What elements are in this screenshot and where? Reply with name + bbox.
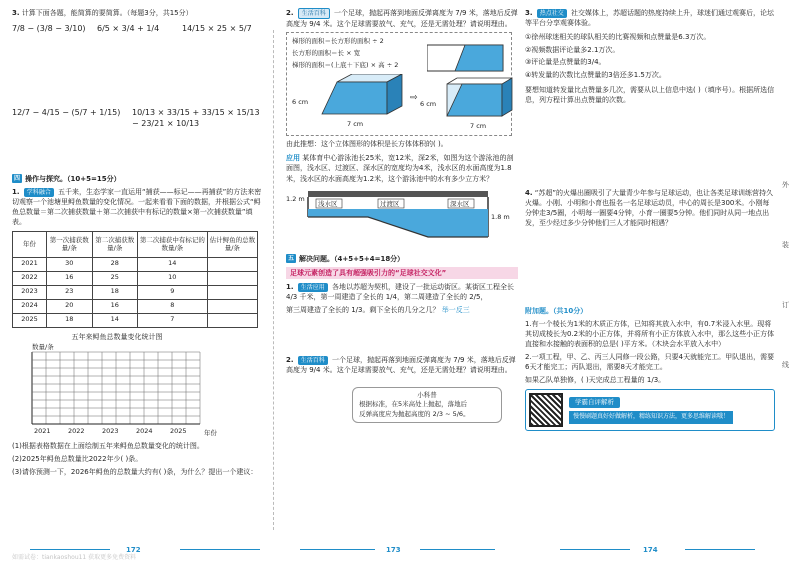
table-cell: 14: [92, 313, 138, 327]
page-173: [286, 8, 518, 423]
question-number: 4.: [525, 188, 533, 197]
section-4-header: [12, 174, 262, 184]
side-label: 线: [782, 361, 789, 370]
table-header: 估计鲟鱼的总数量/条: [207, 231, 257, 257]
question-ask: 要想知道转发量比点赞量多几次，需要从以上信息中选( )（填序号）。根据所选信息，列方程计算出点赞量的次数。: [525, 85, 775, 104]
pool-right-depth: 1.8 m: [491, 212, 510, 221]
expression: 10/13 × 33/15 + 33/15 × 15/13 − 23/21 × 10/13: [132, 107, 260, 129]
formula-lines: [292, 36, 417, 71]
chart-grid[interactable]: [12, 342, 252, 438]
extra-title: 附加题。（共10分）: [525, 306, 588, 315]
sub-question-2: (2)2025年鲟鱼总数量比2022年少( )条。: [12, 455, 143, 464]
table-cell: 18: [47, 313, 93, 327]
extra-question-2b: 如果乙队单独修，( )天完成总工程量的 1/3。: [525, 376, 666, 385]
trapezoid-figure: [427, 41, 507, 77]
page-divider: [273, 30, 274, 530]
question-number: 3.: [12, 9, 20, 17]
question-text: 各地以苏超为契机，建设了一批运动街区。某街区工程全长 4/3 千米，第一周建造了全长的 1/4，第二周建造了全长的 2/5，: [286, 283, 515, 302]
question-tag: 生活百科: [298, 8, 330, 19]
table-cell: 2023: [13, 285, 47, 299]
expression-row-1: [12, 21, 262, 35]
table-row: [13, 271, 258, 285]
question-text: 社交媒体上，苏超话题的热度持续上升，球迷们通过观赛后，论坛等平台分享观赛体验。: [525, 9, 775, 28]
x-tick-label: 2025: [170, 426, 187, 435]
page-number: 173: [386, 546, 401, 554]
table-cell: 30: [47, 257, 93, 271]
x-axis-ticks: [34, 427, 187, 435]
tip-text: 根据标准，在5米高处上抛起，落地后: [359, 400, 468, 409]
table-header: 第一次捕获数量/条: [47, 231, 93, 257]
figure-label: 6 cm: [420, 100, 437, 109]
watermark-text: 如需试卷：tiankaoshou11 获取更多免费资料: [12, 554, 137, 561]
sub-question-1: (1)根据表格数据在上面绘制五年来鲟鱼总数量变化的统计图。: [12, 441, 204, 450]
question-number: 1.: [12, 188, 20, 197]
question-text: “苏超”的火爆出圈吸引了大量青少年参与足球运动，也让各类足球训练营持久火爆。小刚、小明和小育也报名一名足球运动员，中心的周长是300米。小刚每分钟走3/5圈，小明每一圈要4分钟，小育一圈要5分钟。他们同时从同一地点出发，至少经过多少分钟他们三人才能同时相遇？: [525, 188, 774, 228]
line-chart: [12, 332, 262, 441]
table-cell-answer[interactable]: [207, 257, 257, 271]
apply-tag: 应用: [286, 154, 300, 163]
prism-figures: [292, 74, 514, 132]
table-row: [13, 285, 258, 299]
list-item: ④转发量的次数比点赞量的3倍还多1.5万次。: [525, 71, 666, 80]
table-row: [13, 313, 258, 327]
pool-left-depth: 1.2 m: [286, 194, 305, 203]
footer-rule: [685, 549, 755, 550]
question-tag: 热点社交: [537, 9, 567, 18]
question-text: 五千来，生态学家一直运用“捕获——标记——再捕获”的方法来密切观察一个池塘里鲟鱼数量的变化情况。一起来看看下面的数据，并根据公式“鲟鱼总数量＝第二次捕获数量＋第二次捕获中有标记的数量×第一次捕获数量”填表。: [12, 188, 262, 227]
question-1-road: [286, 282, 518, 302]
question-text: 一个足球，抛起再落到地面反弹离度为 7/9 米，落地后反弹高度为 9/4 米。这个足球需要放气、充气，还是无需处理？请说明理由。: [286, 9, 518, 28]
section-title: 操作与探究。（10+5=15分）: [25, 174, 121, 183]
apply-question: [286, 153, 518, 183]
table-cell: 7: [138, 313, 208, 327]
self-review-box: [525, 389, 775, 431]
table-cell: 20: [47, 299, 93, 313]
footer-rule: [300, 549, 375, 550]
side-label: 外: [782, 181, 789, 189]
table-cell: 10: [138, 271, 208, 285]
list-item: ①徐州球迷相关的球队相关的比赛视频和点赞量是6.3万次。: [525, 33, 711, 42]
table-cell: 9: [138, 285, 208, 299]
table-cell: 14: [138, 257, 208, 271]
table-cell-answer[interactable]: [207, 285, 257, 299]
side-label: 装: [782, 241, 789, 250]
question-number: 2.: [286, 9, 294, 17]
theme-banner: 足球元素创造了具有超强吸引力的“足球社交文化”: [286, 267, 518, 279]
question-tag: 生活应用: [298, 283, 328, 292]
question-line: 第三周建造了全长的 1/3。剩下全长的几分之几？: [286, 306, 440, 315]
note-title: 学霸自评解析: [569, 397, 620, 408]
chart-xlabel: 年份: [204, 428, 217, 437]
page-number: 174: [643, 546, 658, 554]
grid-lines: [32, 352, 200, 424]
list-item: ③评论量是点赞量的3/4。: [525, 58, 606, 67]
x-tick-label: 2023: [102, 426, 119, 435]
formula-line: 梯形的面积＝(上底＋下底) × 高 ÷ 2: [292, 60, 399, 69]
figure-label: 7 cm: [347, 120, 364, 129]
table-header-row: [13, 231, 258, 257]
table-cell: 16: [92, 299, 138, 313]
chart-ylabel: 数量/条: [32, 342, 54, 351]
question-tag: 生活百科: [298, 356, 328, 365]
table-cell: 16: [47, 271, 93, 285]
zone-label: 深水区: [450, 199, 470, 208]
question-number: 1.: [286, 283, 294, 292]
expression: 6/5 × 3/4 + 1/4: [97, 24, 160, 34]
table-header: 第二次捕获中有标记的数量/条: [138, 231, 208, 257]
fish-data-table: [12, 231, 258, 328]
expression: 12/7 − 4/15 − (5/7 + 1/15): [12, 107, 121, 117]
table-cell-answer[interactable]: [207, 271, 257, 285]
formula-diagram: [286, 32, 512, 136]
table-cell: 2024: [13, 299, 47, 313]
zone-label: 过渡区: [380, 199, 400, 208]
pool-diagram: [286, 187, 514, 247]
conclusion-text: 由此推想：这个立体图形的体积是长方体体积的( )。: [286, 140, 448, 149]
page-172: [12, 8, 262, 480]
tip-text: 反弹高度应为抛起高度的 2/3 ~ 5/6。: [359, 409, 470, 418]
page-174: [525, 8, 775, 431]
x-tick-label: 2024: [136, 426, 153, 435]
figure-label: 7 cm: [470, 122, 487, 131]
section-icon: 五: [287, 255, 294, 263]
footer-rule: [420, 549, 495, 550]
table-cell-answer[interactable]: [207, 313, 257, 327]
question-tag: 学科融合: [24, 188, 54, 197]
practice-link[interactable]: 举一反三: [441, 306, 470, 315]
expression: 14/15 × 25 × 5/7: [182, 24, 252, 34]
question-text: 计算下面各题，能简算的要简算。（每题3分，共15分）: [21, 9, 193, 17]
tip-title: 小科普: [417, 390, 437, 399]
expression-row-2: [12, 105, 262, 130]
formula-line: 梯形的面积＝长方形的面积 ÷ 2: [292, 37, 384, 46]
list-item: ②视频数据评论量多2.1万次。: [525, 45, 620, 54]
section-5-header: [286, 254, 518, 264]
arrow-icon: ⇨: [410, 93, 418, 104]
table-cell: 28: [92, 257, 138, 271]
extra-header: [525, 306, 775, 316]
table-cell: 2025: [13, 313, 47, 327]
question-number: 3.: [525, 9, 533, 17]
x-tick-label: 2021: [34, 426, 51, 435]
table-cell-answer[interactable]: [207, 299, 257, 313]
table-cell: 23: [47, 285, 93, 299]
table-cell: 2021: [13, 257, 47, 271]
table-row: [13, 257, 258, 271]
extra-question-2: 2.一项工程，甲、乙、丙三人同修一段公路，只要4天就能完工。甲队退出，需要6天才能完工；丙队退出，需要8天才能完工。: [525, 353, 775, 372]
chart-title: 五年来鲟鱼总数量变化统计图: [71, 332, 163, 341]
question-text: 一个足球，抛起再落到地面反弹离度为 7/9 米，落地后反弹高度为 9/4 米。这个足球需要放气、充气，还是无需处理？请说明理由。: [286, 355, 516, 374]
expression: 7/8 − (3/8 − 3/10): [12, 24, 86, 34]
footer-rule: [180, 549, 260, 550]
table-header: 第二次捕获数量/条: [92, 231, 138, 257]
zone-label: 浅水区: [318, 199, 338, 208]
question-2-explore: [286, 8, 518, 29]
info-list: [525, 31, 775, 81]
science-tip-box: [352, 387, 502, 423]
binding-side-labels: [782, 180, 792, 371]
page-number: 172: [126, 546, 141, 554]
question-3-social: [525, 8, 775, 28]
question-4-meet: [525, 188, 775, 229]
apply-text: 某体育中心游泳池长25米，宽12米，深2米，如图为这个游泳池的剖面图，浅水区、过渡区、深水区的宽度均为4米，浅水区的水面高度为1.8米，浅水区的水面高度为1.2米，这个游泳池中的水有多少立方米？: [286, 154, 514, 183]
side-label: 订: [782, 301, 789, 310]
table-cell: 25: [92, 271, 138, 285]
section-icon: 四: [13, 175, 20, 183]
qr-code-icon[interactable]: [529, 393, 563, 427]
formula-line: 长方形的面积＝长 × 宽: [292, 48, 361, 57]
x-tick-label: 2022: [68, 426, 85, 435]
footer-rule: [560, 549, 630, 550]
question-number: 2.: [286, 355, 294, 364]
table-row: [13, 299, 258, 313]
section-title: 解决问题。（4+5+5+4=18分）: [299, 254, 405, 263]
question-3-calc: [12, 8, 262, 18]
table-cell: 2022: [13, 271, 47, 285]
note-text: 慢慢刷题真好好做解析，精练知识方法，更多思维解读哦！: [569, 411, 733, 424]
footer-rule: [30, 549, 110, 550]
question-text-2: [286, 305, 518, 315]
sub-question-3: (3)请你预测一下，2026年鲟鱼的总数量大约有( )条，为什么？提出一个建议：: [12, 468, 258, 477]
question-1: [12, 187, 262, 228]
table-cell: 18: [92, 285, 138, 299]
table-cell: 8: [138, 299, 208, 313]
table-header: 年份: [13, 231, 47, 257]
question-2-ball: [286, 355, 518, 375]
extra-question-1: 1.有一个棱长为1米的木质正方体，已知将其放入水中，有0.7米浸入水里。现将其切成棱长为0.2米的小正方体，并将所有小正方体放入水中，那么这些小正方体直接和水接触的表面积的总是( )平方米。（木块会水平放入水中）: [525, 319, 775, 348]
figure-label: 6 cm: [292, 98, 309, 107]
